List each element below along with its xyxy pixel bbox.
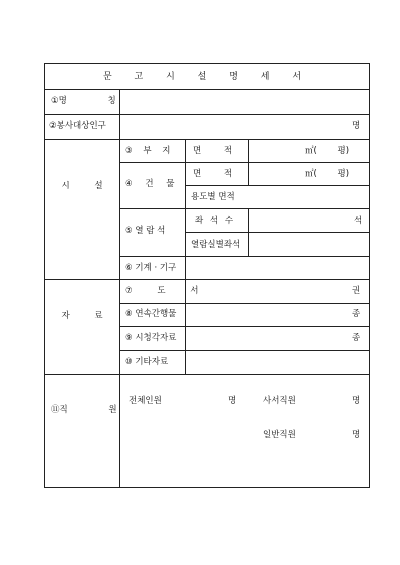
- population-unit: 명: [352, 121, 361, 131]
- av-label: ⑨ 시청각자료: [125, 333, 177, 343]
- room-seats-label: 열람실별좌석: [191, 240, 241, 250]
- building-area-label: 면 적: [193, 169, 233, 179]
- building-label: ④ 건 물: [125, 179, 175, 189]
- usage-area-label: 용도별 면적: [191, 192, 235, 202]
- materials-label: 자 료: [61, 311, 103, 321]
- general-staff-label: 일반직원: [263, 430, 296, 440]
- page-title: 문 고 시 설 명 세 서: [102, 72, 312, 82]
- books-unit: 권: [352, 286, 361, 296]
- site-area-label: 면 적: [193, 146, 233, 156]
- staff-total-unit: 명: [228, 396, 237, 406]
- facility-spec-form: [44, 63, 370, 488]
- row-divider: [45, 139, 369, 140]
- row-divider: [119, 162, 369, 163]
- facility-label: 시 설: [61, 181, 103, 191]
- row-divider: [119, 303, 369, 304]
- av-unit: 종: [352, 333, 361, 343]
- name-label: ①명 칭: [51, 96, 116, 106]
- row-divider: [45, 89, 369, 90]
- serials-unit: 종: [352, 309, 361, 319]
- row-divider: [119, 350, 369, 351]
- row-divider: [119, 208, 369, 209]
- row-divider: [119, 256, 369, 257]
- row-divider: [45, 114, 369, 115]
- site-label: ③ 부 지: [125, 146, 171, 156]
- reading-seats-label: ⑤ 열 람 석: [125, 226, 166, 236]
- population-label: ②봉사대상인구: [49, 121, 106, 131]
- row-divider: [185, 185, 369, 186]
- other-materials-label: ⑩ 기타자료: [125, 357, 169, 367]
- col-divider: [248, 139, 249, 185]
- equipment-label: ⑥ 기계 · 기구: [125, 263, 177, 273]
- site-area-unit: ㎡( 평): [305, 146, 350, 156]
- librarian-unit: 명: [352, 396, 361, 406]
- staff-total-label: 전체인원: [129, 396, 162, 406]
- serials-label: ⑧ 연속간행물: [125, 309, 177, 319]
- seats-unit: 석: [354, 216, 363, 226]
- staff-label: ⑪직 원: [51, 405, 117, 415]
- col-divider: [119, 89, 120, 487]
- col-divider: [248, 208, 249, 256]
- row-divider: [185, 232, 369, 233]
- building-area-unit: ㎡( 평): [305, 169, 350, 179]
- row-divider: [119, 326, 369, 327]
- row-divider: [45, 279, 369, 280]
- col-divider: [185, 139, 186, 374]
- general-staff-unit: 명: [352, 430, 361, 440]
- librarian-label: 사서직원: [263, 396, 296, 406]
- row-divider: [45, 374, 369, 375]
- books-label: ⑦ 도 서: [125, 286, 199, 296]
- seats-count-label: 좌 석 수: [195, 216, 234, 226]
